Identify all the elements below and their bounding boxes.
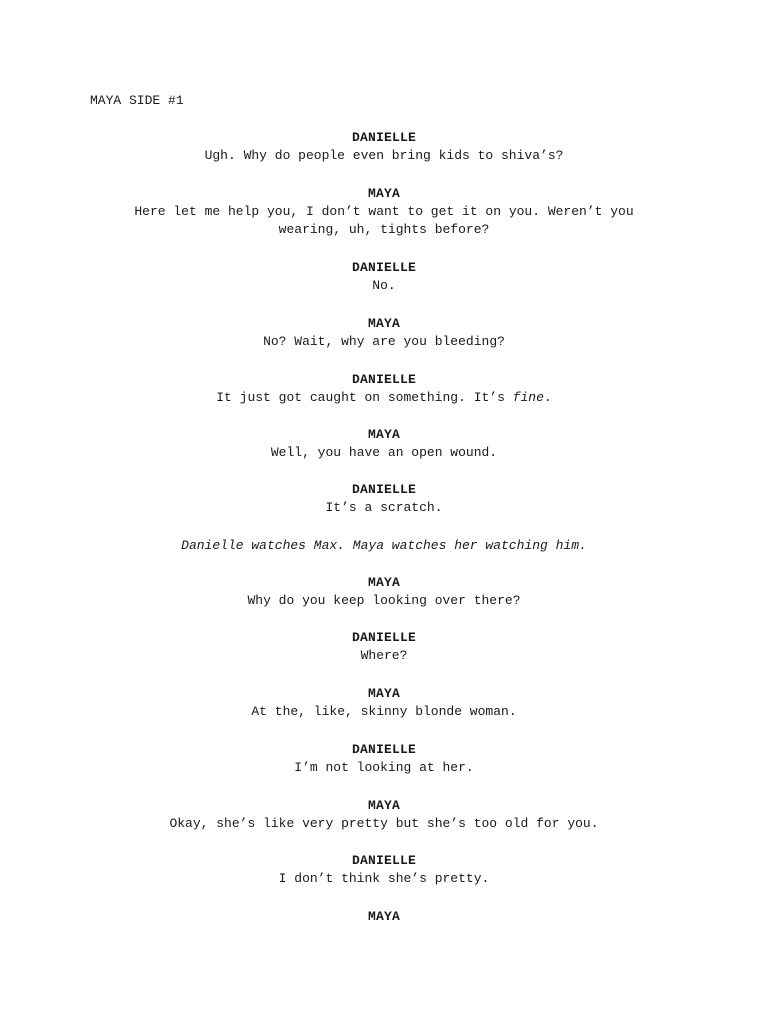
dialogue-block (100, 481, 668, 517)
character-name: MAYA (367, 798, 400, 813)
dialogue-block (100, 371, 668, 407)
character-name: DANIELLE (351, 853, 416, 868)
dialogue-line: No. (372, 278, 396, 293)
character-name: DANIELLE (351, 260, 416, 275)
dialogue-block (100, 426, 668, 462)
dialogue-block (100, 629, 668, 665)
scene-title: MAYA SIDE #1 (90, 93, 184, 108)
dialogue-line: Where? (360, 648, 408, 663)
character-name: DANIELLE (351, 130, 416, 145)
dialogue-block (100, 129, 668, 165)
dialogue-line: Ugh. Why do people even bring kids to shiva’s? (204, 148, 564, 163)
dialogue-block (100, 315, 668, 351)
dialogue-emphasis: fine (512, 390, 544, 405)
character-name: DANIELLE (351, 742, 416, 757)
dialogue-block (100, 741, 668, 777)
dialogue-line: I’m not looking at her. (294, 760, 474, 775)
dialogue-block (100, 574, 668, 610)
dialogue-line: Okay, she’s like very pretty but she’s too old for you. (169, 816, 599, 831)
dialogue-line: wearing, uh, tights before? (278, 222, 490, 237)
action-line: Danielle watches Max. Maya watches her watching him. (181, 538, 587, 553)
dialogue-text: It just got caught on something. It’s (216, 390, 513, 405)
character-name: MAYA (367, 186, 400, 201)
dialogue-line: Well, you have an open wound. (270, 445, 498, 460)
dialogue-text: . (543, 390, 552, 405)
character-name: MAYA (367, 575, 400, 590)
dialogue-block (100, 908, 668, 926)
character-name: MAYA (367, 316, 400, 331)
character-name: DANIELLE (351, 372, 416, 387)
character-name: MAYA (367, 909, 400, 924)
dialogue-line: No? Wait, why are you bleeding? (263, 334, 505, 349)
dialogue-line: Here let me help you, I don’t want to get it on you. Weren’t you (134, 204, 634, 219)
character-name: MAYA (367, 686, 400, 701)
character-name: DANIELLE (351, 630, 416, 645)
dialogue-line: At the, like, skinny blonde woman. (251, 704, 517, 719)
character-name: MAYA (367, 427, 400, 442)
dialogue-block (100, 685, 668, 721)
dialogue-line: It’s a scratch. (325, 500, 443, 515)
dialogue-line: I don’t think she’s pretty. (278, 871, 490, 886)
dialogue-block (100, 259, 668, 295)
dialogue-block (100, 797, 668, 833)
dialogue-block (100, 185, 668, 239)
character-name: DANIELLE (351, 482, 416, 497)
dialogue-line: Why do you keep looking over there? (247, 593, 521, 608)
dialogue-block (100, 852, 668, 888)
dialogue-line (100, 389, 668, 407)
